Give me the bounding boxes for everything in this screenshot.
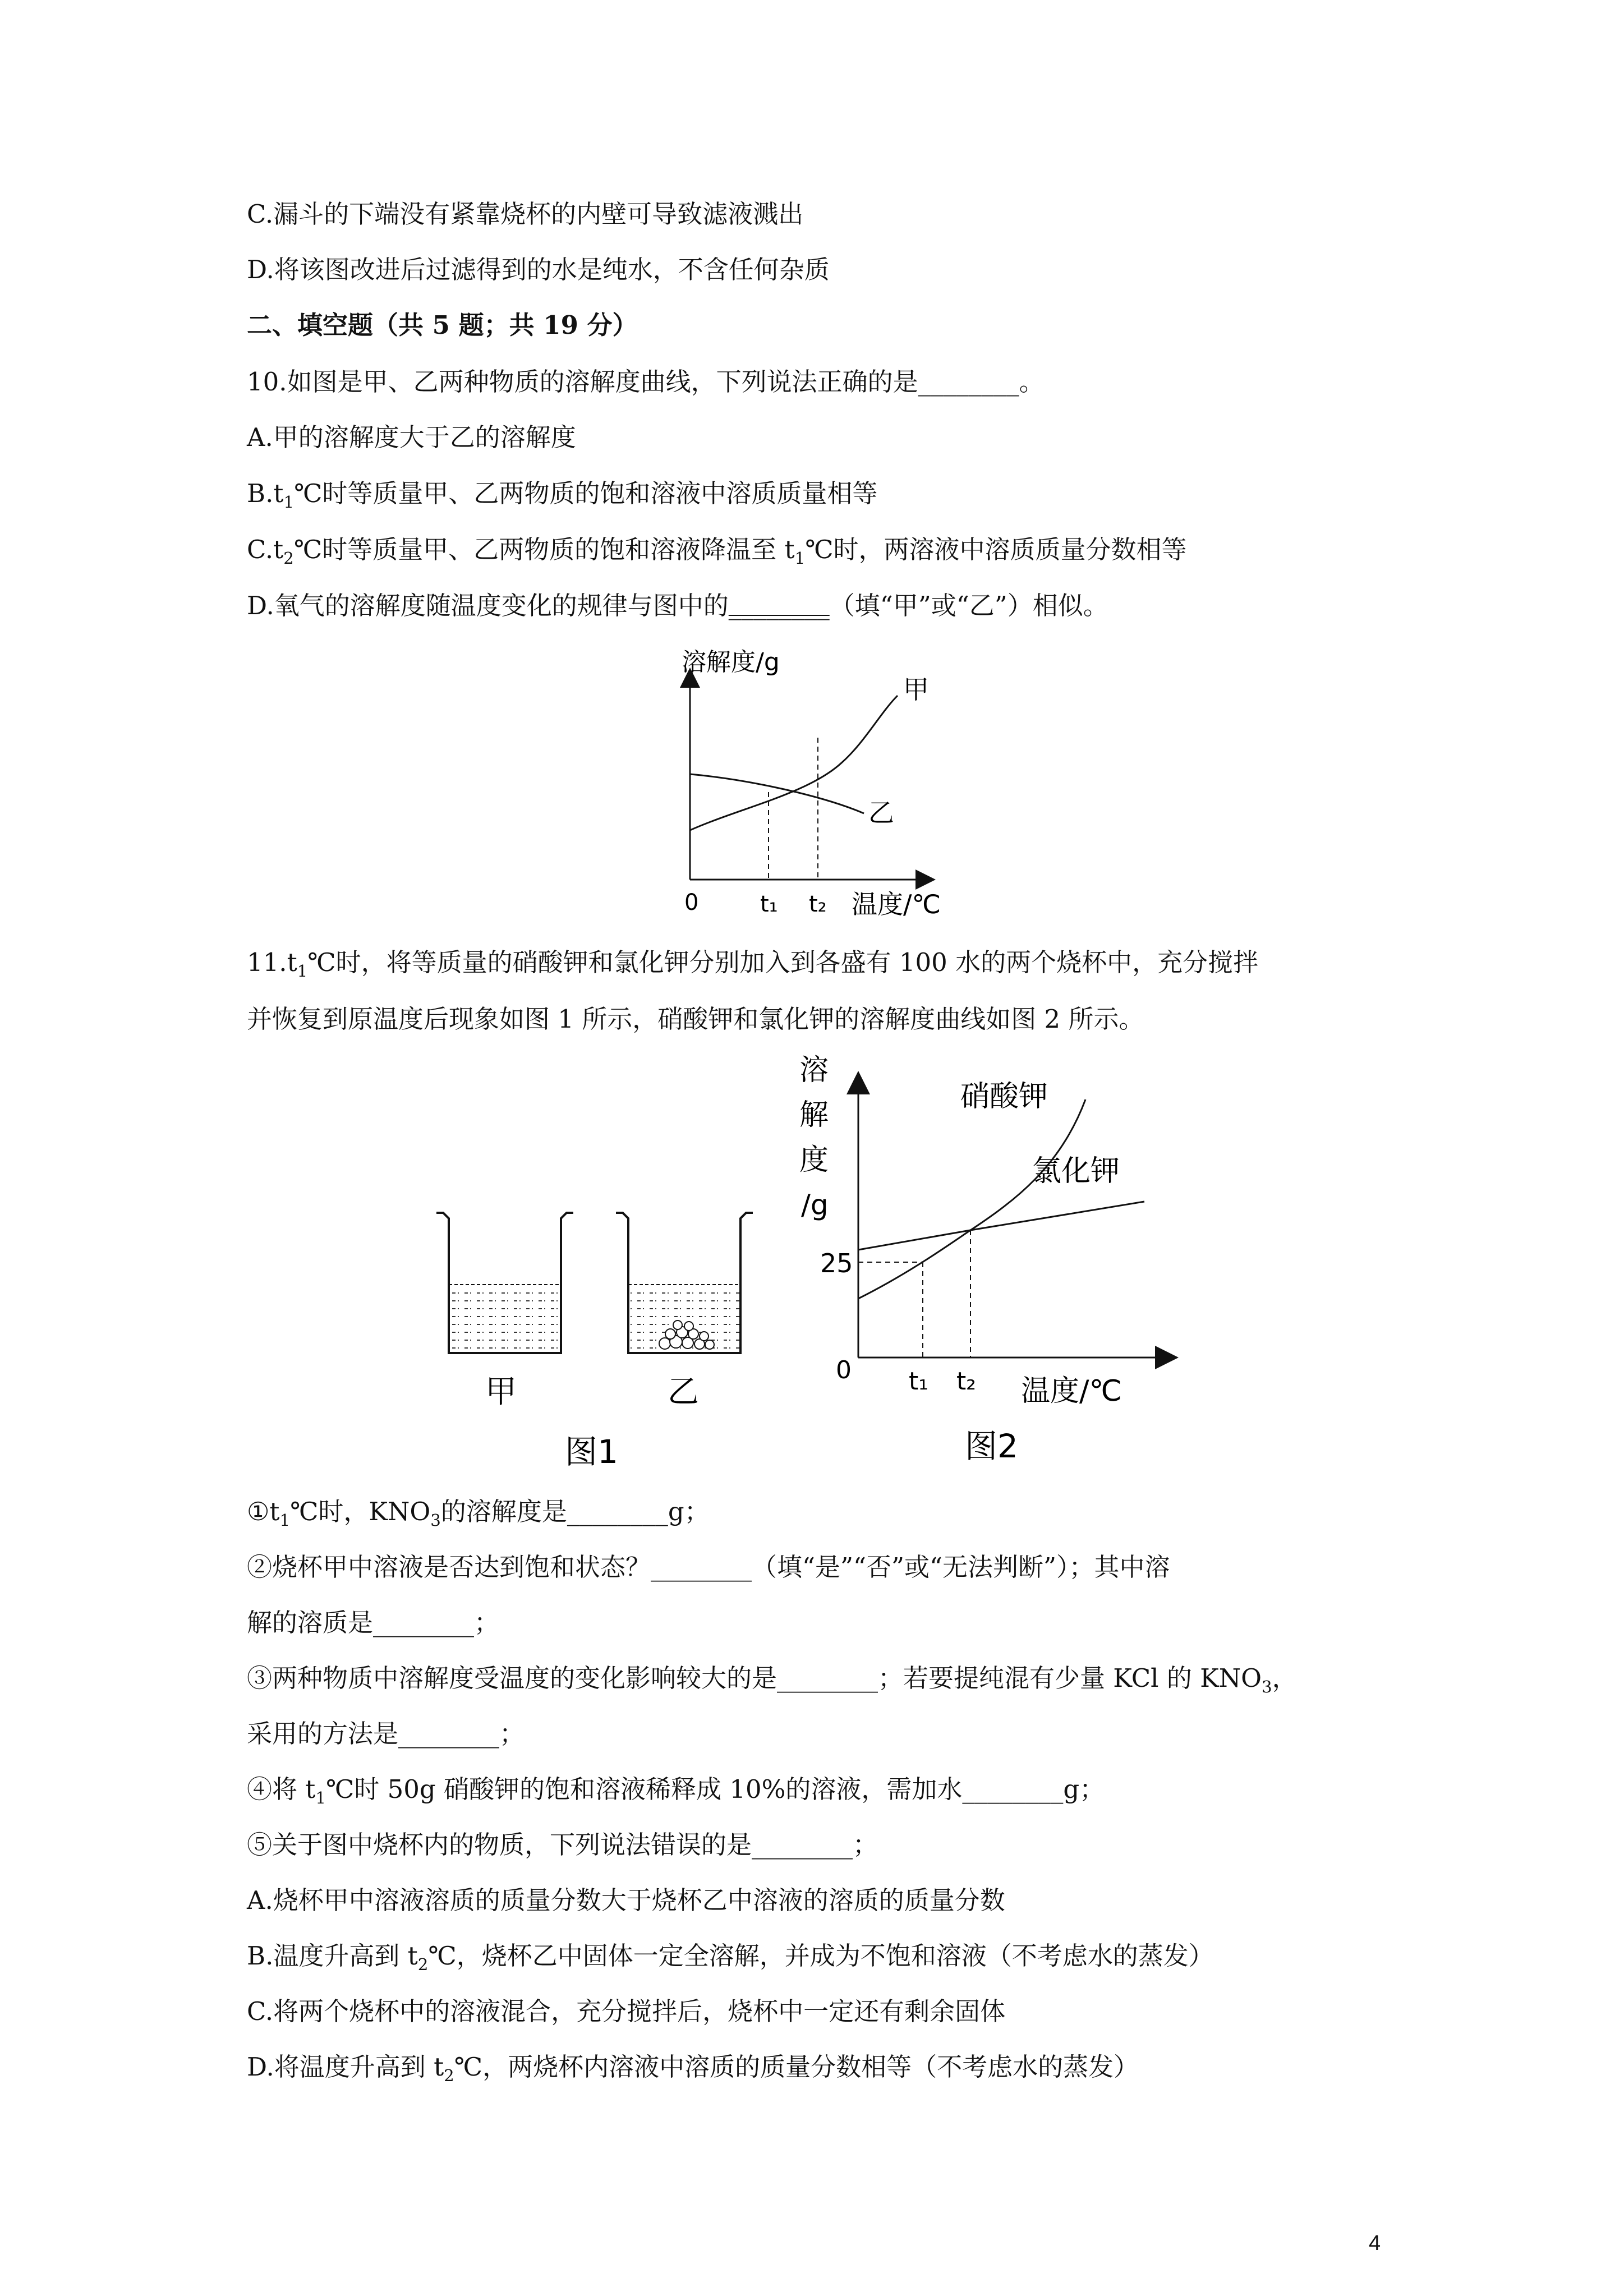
x-axis-label: 温度/℃	[852, 889, 941, 919]
y-tick-25: 25	[820, 1248, 853, 1278]
q11-option-c: C.将两个烧杯中的溶液混合，充分搅拌后，烧杯中一定还有剩余固体	[247, 1996, 1006, 2026]
q10-stem: 10.如图是甲、乙两种物质的溶解度曲线，下列说法正确的是________。	[247, 367, 1045, 397]
x-axis-label: 温度/℃	[1021, 1374, 1122, 1408]
tick-t1: t₁	[909, 1367, 928, 1396]
q11-sub-4: ④将 $t_1℃$时 50g 硝酸钾的饱和溶液稀释成 10%的溶液，需加水________g；	[247, 1774, 1105, 1807]
y-label-char-2: 解	[799, 1098, 829, 1132]
q11-option-b: B.温度升高到 $t_2℃$，烧杯乙中固体一定全溶解，并成为不饱和溶液（不考虑水的蒸发）	[247, 1941, 1214, 1974]
y-label-char-3: 度	[799, 1143, 829, 1177]
figure-2-solubility-chart	[780, 1055, 1206, 1481]
q11-sub-5: ⑤关于图中烧杯内的物质，下列说法错误的是________；	[247, 1830, 878, 1860]
series-jia-label: 甲	[903, 674, 929, 705]
q11-stem-line1: $11.t_1℃$时，将等质量的硝酸钾和氯化钾分别加入到各盛有 100 水的两个烧杯中，充分搅拌	[247, 947, 1259, 981]
origin-label: 0	[684, 890, 699, 915]
curve-kno3	[858, 1099, 1085, 1299]
q11-sub-2-line2: 解的溶质是________；	[247, 1608, 500, 1637]
q10-option-c: $C.t_2℃$时等质量甲、乙两物质的饱和溶液降温至 $t_1℃$时，两溶液中溶质质量分数相等	[247, 535, 1187, 568]
q10-option-d: D.氧气的溶解度随温度变化的规律与图中的________（填“甲”或“乙”）相似。	[247, 591, 1108, 620]
tick-t2: t₂	[809, 891, 827, 917]
tick-t1: t₁	[760, 891, 778, 917]
curve-jia	[690, 696, 898, 830]
q11-sub-2-line1: ②烧杯甲中溶液是否达到饱和状态？________（填“是”“否”或“无法判断”）；其中溶	[247, 1552, 1170, 1582]
q11-sub-3-line2: 采用的方法是________；	[247, 1719, 525, 1749]
y-axis-label: 溶解度/g	[682, 648, 780, 677]
option-c-prev: C.漏斗的下端没有紧靠烧杯的内壁可导致滤液溅出	[247, 199, 804, 229]
y-label-unit: /g	[801, 1189, 829, 1221]
series-kcl-label: 氯化钾	[1032, 1154, 1120, 1188]
q11-sub-1: $①t_1℃$时，$KNO_3$的溶解度是________g；	[247, 1497, 710, 1530]
series-kno3-label: 硝酸钾	[960, 1080, 1048, 1114]
curve-yi	[690, 774, 864, 813]
beaker-jia-label: 甲	[485, 1374, 517, 1410]
page-number: 4	[1369, 2231, 1381, 2255]
q11-option-d: D.将温度升高到 $t_2℃$，两烧杯内溶液中溶质的质量分数相等（不考虑水的蒸发）	[247, 2052, 1139, 2085]
series-yi-label: 乙	[868, 798, 894, 828]
q11-sub-3-line1: ③两种物质中溶解度受温度的变化影响较大的是________；若要提纯混有少量 KCl 的 $KNO_3$，	[247, 1663, 1298, 1696]
q11-option-a: A.烧杯甲中溶液溶质的质量分数大于烧杯乙中溶液的溶质的质量分数	[247, 1885, 1005, 1915]
solubility-chart-q10	[640, 645, 954, 926]
beaker-yi	[616, 1213, 753, 1353]
q10-option-a: A.甲的溶解度大于乙的溶解度	[247, 422, 576, 452]
option-d-prev: D.将该图改进后过滤得到的水是纯水，不含任何杂质	[247, 255, 830, 284]
figure-1-beakers	[426, 1195, 774, 1487]
y-label-char-1: 溶	[799, 1055, 829, 1087]
figure-1-caption: 图1	[565, 1433, 618, 1471]
beaker-jia	[436, 1213, 573, 1353]
q11-stem-line2: 并恢复到原温度后现象如图 1 所示，硝酸钾和氯化钾的溶解度曲线如图 2 所示。	[247, 1004, 1144, 1034]
section-heading: 二、填空题（共 5 题；共 19 分）	[247, 310, 638, 340]
figure-2-caption: 图2	[965, 1427, 1018, 1465]
origin-label: 0	[836, 1356, 852, 1384]
q10-option-b: $B.t_1℃$时等质量甲、乙两物质的饱和溶液中溶质质量相等	[247, 478, 878, 512]
beaker-yi-label: 乙	[668, 1374, 699, 1410]
tick-t2: t₂	[956, 1367, 976, 1396]
